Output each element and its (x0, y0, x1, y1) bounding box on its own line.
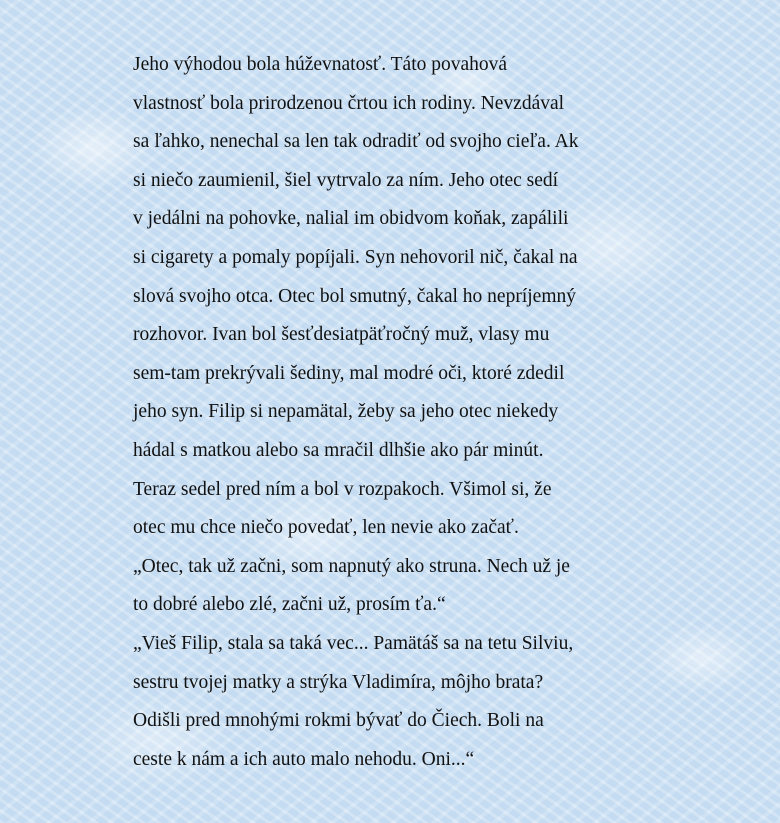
text-line: Teraz sedel pred ním a bol v rozpakoch. Všimol si, že (133, 478, 552, 500)
text-line: si niečo zaumienil, šiel vytrvalo za ním. Jeho otec sedí (133, 169, 559, 191)
text-line: sa ľahko, nenechal sa len tak odradiť od svojho cieľa. Ak (133, 131, 579, 153)
text-line: si cigarety a pomaly popíjali. Syn nehovoril nič, čakal na (133, 246, 578, 268)
text-line: v jedálni na pohovke, nalial im obidvom koňak, zapálili (133, 208, 569, 230)
text-line: to dobré alebo zlé, začni už, prosím ťa.“ (133, 594, 446, 616)
text-line: sem-tam prekrývali šediny, mal modré oči, ktoré zdedil (133, 362, 565, 384)
text-line: Jeho výhodou bola húževnatosť. Táto povahová (133, 54, 508, 75)
text-line: hádal s matkou alebo sa mračil dlhšie ako pár minút. (133, 439, 544, 461)
text-line: jeho syn. Filip si nepamätal, žeby sa jeho otec niekedy (133, 401, 559, 423)
text-line: otec mu chce niečo povedať, len nevie ako začať. (133, 517, 519, 539)
text-line: „Otec, tak už začni, som napnutý ako struna. Nech už je (133, 555, 570, 577)
text-body (133, 46, 693, 779)
text-line: ceste k nám a ich auto malo nehodu. Oni...“ (133, 748, 475, 770)
text-line: sestru tvojej matky a strýka Vladimíra, môjho brata? (133, 671, 544, 693)
text-line: Odišli pred mnohými rokmi bývať do Čiech. Boli na (133, 710, 544, 732)
text-line: „Vieš Filip, stala sa taká vec... Pamätáš sa na tetu Silviu, (133, 632, 574, 654)
text-line: slová svojho otca. Otec bol smutný, čakal ho nepríjemný (133, 285, 576, 307)
text-line: vlastnosť bola prirodzenou črtou ich rodiny. Nevzdával (133, 92, 565, 114)
text-line: rozhovor. Ivan bol šesťdesiatpäťročný muž, vlasy mu (133, 324, 550, 346)
